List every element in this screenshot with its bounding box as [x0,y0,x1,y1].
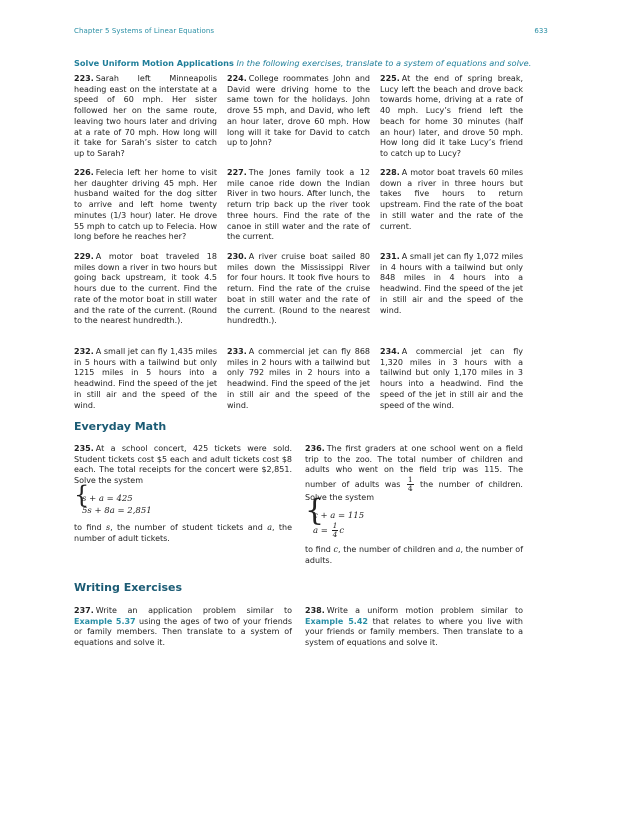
tail-text: , the number of adults. [305,544,524,565]
exercise-row [74,74,543,160]
equation-2 [313,522,523,539]
numerator: 1 [332,520,338,530]
writing-exercises-heading: Writing Exercises [74,581,183,594]
exercise-text: Write an application problem similar to [95,606,292,615]
left-brace: { [74,480,90,509]
exercise-text: A river cruise boat sailed 80 miles down the Mississippi River for four hours. It took five hours to return. Find the rate of the cruise boat in still water and the rate of the current. (Round to the nearest hundredth.). [227,252,370,326]
exercise-text: At a school concert, 425 tickets were sold. Student tickets cost $5 each and adult tickets cost $8 each. The total receipts for the concert were $2,851. Solve the system [74,444,292,486]
exercise-text: A motor boat traveled 18 miles down a river in two hours but going back upstream, it took 4.5 hours due to the current. Find the rate of the motor boat in still water and the rate of the current. (Round to the nearest hundredth.). [74,252,217,326]
tail-text: , the number of adult tickets. [74,522,293,543]
exercise-text: At the end of spring break, Lucy left the beach and drove back towards home, driving at a rate of 40 mph. Lucy’s friend left the beach for home 30 minutes (half an hour) later, and drove 50 mph. How long did it take Lucy’s friend to catch up to Lucy? [380,74,523,158]
exercise-235 [74,444,292,544]
exercise-226 [74,168,217,243]
equation-system [74,480,292,517]
exercise-number: 237. [74,606,94,615]
exercise-text: The Jones family took a 12 mile canoe ride down the Indian River in two hours. After lunch, the return trip back up the river took three hours. Find the rate of the canoe in still water and the rate of the current. [227,168,370,242]
exercise-number: 231. [380,252,400,261]
exercise-number: 225. [380,74,400,83]
section-intro [74,58,564,69]
equation-2-left: a = [313,525,328,536]
left-brace: { [305,492,325,528]
exercise-number: 229. [74,252,94,261]
everyday-math-heading: Everyday Math [74,420,167,433]
denominator: 4 [407,484,413,494]
page-number: 633 [534,27,548,35]
denominator: 4 [332,529,338,539]
exercise-text: A small jet can fly 1,072 miles in 4 hours with a tailwind but only 848 miles in 4 hours into a headwind. Find the speed of the jet in still air and the speed of the wind. [380,252,523,315]
chapter-header: Chapter 5 Systems of Linear Equations [74,27,215,35]
exercise-number: 232. [74,347,94,356]
exercise-231 [380,252,523,327]
exercise-234 [380,347,523,411]
variable-a: a [455,544,461,554]
variable-a: a [267,522,272,532]
fraction-one-fourth [407,476,414,493]
exercise-text: A commercial jet can fly 868 miles in 2 hours with a tailwind but only 792 miles in 2 hours into a headwind. Find the speed of the jet in still air and the speed of the wind. [227,347,370,410]
exercise-text: Felecia left her home to visit her daughter driving 45 mph. Her husband waited for the dog sitter to arrive and left home twenty minutes (1/3 hour) later. He drove 55 mph to catch up to Felecia. How long before he reaches her? [74,168,217,242]
example-link[interactable]: Example 5.37 [74,616,136,626]
exercise-236 [305,444,523,566]
exercise-223 [74,74,217,160]
exercise-number: 228. [380,168,400,177]
equation-1: c + a = 115 [313,510,365,521]
exercise-text: A small jet can fly 1,435 miles in 5 hours with a tailwind but only 1215 miles in 5 hours into a headwind. Find the speed of the jet in still air and the speed of the wind. [74,347,217,410]
equation-system [305,492,523,539]
exercise-number: 235. [74,444,94,453]
exercise-text: The first graders at one school went on a field trip to the zoo. The total number of children and adults who went on the field trip was 115. The number of adults was [305,444,523,490]
exercise-227 [227,168,370,243]
exercise-230 [227,252,370,327]
exercise-text: that relates to where you live with your friends or family members. Then translate to a system of equations and solve it. [305,616,523,648]
exercise-text: Sarah left Minneapolis heading east on the interstate at a speed of 60 mph. Her sister followed her on the same route, leaving two hours later and driving at a rate of 70 mph. How long will it take for Sarah’s sister to catch up to Sarah? [74,74,217,158]
exercise-number: 226. [74,168,94,177]
example-link[interactable]: Example 5.42 [305,616,368,626]
section-instruction: In the following exercises, translate to a system of equations and solve. [236,58,532,68]
exercise-224 [227,74,370,160]
variable-s: s [105,522,111,532]
tail-text: to find [74,522,102,532]
section-title: Solve Uniform Motion Applications [74,58,234,68]
exercise-text: Write a uniform motion problem similar to [326,606,523,615]
tail-text: to find [305,544,331,554]
exercise-number: 236. [305,444,325,453]
exercise-text: A commercial jet can fly 1,320 miles in 3 hours with a tailwind but only 1,170 miles in 3 hours into a headwind. Find the speed of the jet in still air and the speed of the wind. [380,347,523,410]
exercise-text: A motor boat travels 60 miles down a river in three hours but takes five hours to return upstream. Find the rate of the boat in still water and the rate of the current. [380,168,523,231]
exercise-237 [74,606,292,649]
exercise-row [74,252,543,327]
exercise-text: using the ages of two of your friends or family members. Then translate to a system of equations and solve it. [74,616,293,648]
exercise-238 [305,606,523,649]
equation-1: s + a = 425 [82,493,133,504]
exercise-text: College roommates John and David were driving home to the same town for the holidays. John drove 55 mph, and David, who left an hour later, drove 60 mph. How long will it take for David to catch up to John? [227,74,370,148]
exercise-225 [380,74,523,160]
exercise-number: 223. [74,74,94,83]
exercise-228 [380,168,523,243]
exercise-number: 238. [305,606,325,615]
exercise-row [74,347,543,411]
fraction-one-fourth [332,522,339,539]
exercise-number: 234. [380,347,400,356]
exercise-232 [74,347,217,411]
exercise-row [74,168,543,243]
tail-text: , the number of student tickets and [110,522,263,532]
exercise-number: 233. [227,347,247,356]
exercise-number: 230. [227,252,247,261]
tail-text: , the number of children and [338,544,454,554]
exercise-233 [227,347,370,411]
equation-2: 5s + 8a = 2,851 [82,505,152,516]
variable-c: c [333,544,339,554]
numerator: 1 [407,475,413,485]
exercise-text-2: the number of children. Solve the system [305,480,523,503]
equation-2-variable: c [339,525,345,536]
exercise-number: 227. [227,168,247,177]
exercise-number: 224. [227,74,247,83]
exercise-229 [74,252,217,327]
